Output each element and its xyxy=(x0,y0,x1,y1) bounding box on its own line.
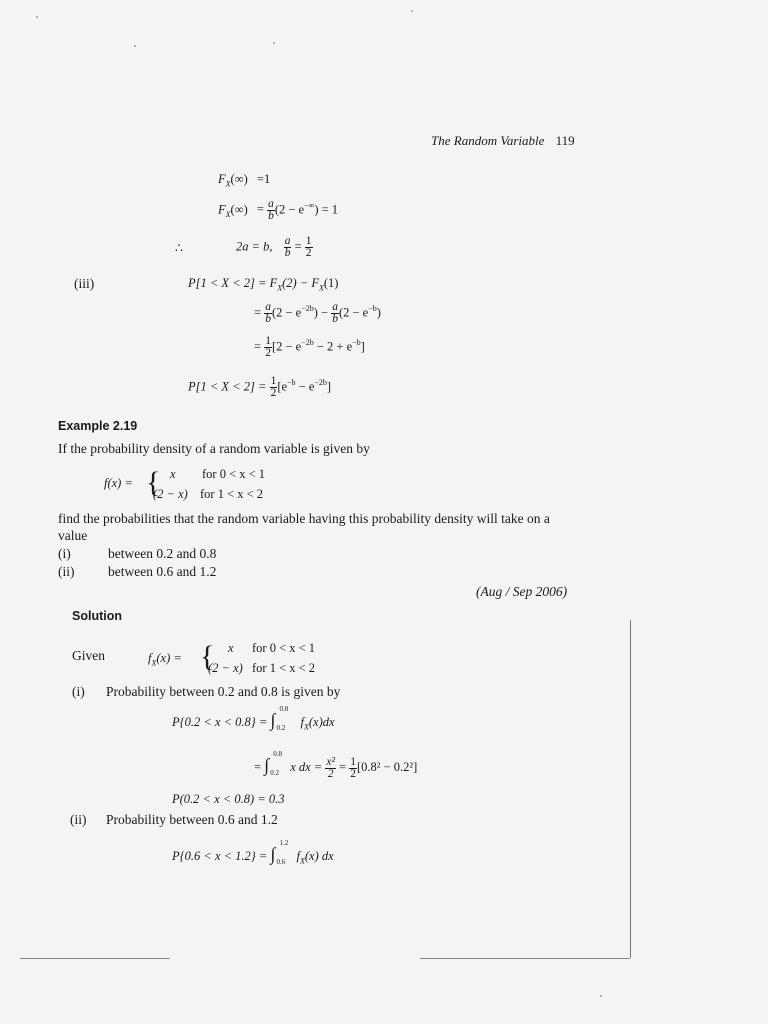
scan-border-vertical xyxy=(630,620,631,958)
part3-line1 xyxy=(188,276,338,293)
eq-lhs: P{0.6 < x < 1.2} = xyxy=(172,849,268,863)
eq-equals: = xyxy=(294,239,302,254)
example-source: (Aug / Sep 2006) xyxy=(476,584,568,599)
eq-text: [2 − e xyxy=(271,339,302,354)
eq-equals: = xyxy=(256,202,264,217)
eq-lhs xyxy=(148,651,182,668)
eq-subscript: X xyxy=(151,658,157,668)
integral-upper: 0.8 xyxy=(273,750,282,758)
given-label: Given xyxy=(72,648,105,663)
part3-line3 xyxy=(254,336,365,359)
eq-body: (2 − e xyxy=(274,202,305,217)
list-item xyxy=(58,564,216,580)
frac-num: a xyxy=(332,301,338,313)
case1-expr: x xyxy=(170,467,176,481)
left-brace: { xyxy=(200,640,215,673)
integral-upper: 0.8 xyxy=(279,705,289,713)
item-text: between 0.6 and 1.2 xyxy=(108,564,217,579)
part-i xyxy=(72,684,340,700)
eq-equals: = xyxy=(254,760,262,774)
eq-symbol: f xyxy=(148,651,152,665)
eq-sup: −2b xyxy=(301,338,314,348)
equation-fx-infinity-1 xyxy=(218,172,270,189)
part-ii-integral xyxy=(172,839,334,866)
case2-cond: for 1 < x < 2 xyxy=(252,661,316,675)
scan-border-horizontal xyxy=(420,958,630,959)
part3-line2 xyxy=(254,302,381,325)
frac-num: 1 xyxy=(265,335,271,347)
eq-text: [e xyxy=(277,379,288,394)
part-i-integral xyxy=(172,705,335,732)
integral xyxy=(264,750,290,777)
eq-f: f xyxy=(300,715,304,729)
eq-tail: [0.8² − 0.2²] xyxy=(356,760,418,774)
frac-den: b xyxy=(284,247,291,259)
part-label-iii: (iii) xyxy=(74,276,95,291)
eq-text: − e xyxy=(295,379,315,394)
eq-text: ) xyxy=(376,305,381,320)
eq-text: ) − xyxy=(313,305,329,320)
eq-lhs: f(x) = xyxy=(104,476,133,490)
case1-cond: for 0 < x < 1 xyxy=(202,467,266,481)
item-text: between 0.2 and 0.8 xyxy=(108,546,217,561)
eq-equals: = xyxy=(254,339,262,354)
eq-tail: (x)dx xyxy=(308,715,335,729)
integral-lower: 0.6 xyxy=(276,858,286,866)
integral-sign: ∫ xyxy=(264,755,270,775)
header-title: The Random Variable xyxy=(431,133,545,148)
eq-subscript: X xyxy=(303,722,309,732)
frac-den: b xyxy=(332,313,338,325)
scan-speck xyxy=(600,995,602,997)
eq-symbol: F xyxy=(218,172,226,186)
eq-subscript: X xyxy=(225,209,231,219)
case1-expr: x xyxy=(228,641,234,655)
case2-cond: for 1 < x < 2 xyxy=(200,487,264,501)
therefore-symbol: ∴ xyxy=(175,241,183,255)
frac-num: 1 xyxy=(270,375,277,387)
integral-upper: 1.2 xyxy=(279,839,289,847)
scan-speck xyxy=(134,45,136,47)
item-label: (i) xyxy=(58,546,71,561)
integral-lower: 0.2 xyxy=(270,769,279,777)
eq-mid: x dx = xyxy=(290,760,323,774)
eq-text: (2) − F xyxy=(282,276,319,290)
eq-equals: = xyxy=(339,760,347,774)
integral xyxy=(270,839,297,866)
item-label: (ii) xyxy=(58,564,75,579)
example-heading: Example 2.19 xyxy=(58,419,138,433)
fraction-one-half xyxy=(305,236,313,259)
item-label: (i) xyxy=(72,684,85,699)
left-brace: { xyxy=(146,466,161,499)
eq-arg: (x) = xyxy=(156,651,182,665)
frac-num: a xyxy=(284,235,291,247)
eq-tail: (x) dx xyxy=(304,849,334,863)
frac-den: 2 xyxy=(265,347,271,359)
eq-text: ] xyxy=(360,339,365,354)
frac-den: 2 xyxy=(305,247,312,259)
integral-lower: 0.2 xyxy=(276,724,286,732)
eq-text: ] xyxy=(326,379,332,394)
frac-num: a xyxy=(268,198,274,210)
eq-text: (2 − e xyxy=(271,305,302,320)
eq-equals: = xyxy=(254,305,262,320)
frac-den: b xyxy=(268,210,274,222)
part-i-result: P(0.2 < x < 0.8) = 0.3 xyxy=(172,792,285,806)
integral-sign: ∫ xyxy=(270,710,276,730)
eq-subscript: X xyxy=(277,283,283,293)
eq-left: 2a = b, xyxy=(236,239,273,254)
integral-sign: ∫ xyxy=(270,844,276,864)
item-label: (ii) xyxy=(70,812,87,827)
eq-lhs: P{0.2 < x < 0.8} = xyxy=(172,715,268,729)
example-ask-line1: find the probabilities that the random variable having this probability density will take on a xyxy=(58,511,550,526)
eq-subscript: X xyxy=(319,283,324,293)
frac-num: a xyxy=(265,301,271,313)
scan-speck xyxy=(273,42,275,44)
frac-num: x² xyxy=(326,755,335,768)
eq-sup: −b xyxy=(287,378,296,388)
eq-text: P[1 < X < 2] = xyxy=(188,379,267,394)
case2-expr: (2 − x) xyxy=(153,487,188,501)
part-i-evaluation xyxy=(254,750,418,780)
eq-text: (1) xyxy=(323,276,339,290)
eq-sup: −2b xyxy=(314,378,327,388)
eq-arg: (∞) xyxy=(230,202,248,217)
fraction-a-over-b xyxy=(264,302,272,325)
eq-text: P[1 < X < 2] = F xyxy=(188,276,278,290)
case2-expr: (2 − x) xyxy=(208,661,243,675)
example-ask-line2: value xyxy=(58,528,88,543)
frac-den: 2 xyxy=(270,387,277,399)
eq-arg: (∞) xyxy=(230,172,248,186)
page-number: 119 xyxy=(555,133,575,148)
eq-subscript: X xyxy=(225,179,231,189)
part3-line4 xyxy=(188,376,331,399)
running-header xyxy=(431,133,575,149)
item-text: Probability between 0.6 and 1.2 xyxy=(106,812,278,827)
example-intro: If the probability density of a random variable is given by xyxy=(58,441,370,456)
eq-f: f xyxy=(296,849,300,863)
eq-tail: ) = 1 xyxy=(314,202,339,217)
eq-sup: −b xyxy=(352,338,361,348)
eq-sup: −∞ xyxy=(304,201,315,211)
scan-border-horizontal xyxy=(20,958,170,959)
eq-sup: −b xyxy=(368,304,377,314)
equation-fx-infinity-2 xyxy=(218,199,338,222)
integral xyxy=(270,705,301,732)
fraction-one-half xyxy=(349,757,357,780)
fraction-x2-over-2 xyxy=(325,757,336,780)
frac-num: 1 xyxy=(350,755,356,768)
frac-den: 2 xyxy=(327,767,334,780)
list-item xyxy=(58,546,216,562)
fraction-one-half xyxy=(264,336,272,359)
frac-den: 2 xyxy=(350,767,356,780)
solution-heading: Solution xyxy=(72,609,122,623)
frac-num: 1 xyxy=(305,235,312,247)
fraction-a-over-b xyxy=(331,302,339,325)
case1-cond: for 0 < x < 1 xyxy=(252,641,316,655)
eq-text: (2 − e xyxy=(338,305,369,320)
scan-speck xyxy=(411,10,413,12)
item-text: Probability between 0.2 and 0.8 is given by xyxy=(106,684,341,699)
fraction-a-over-b xyxy=(284,236,292,259)
fraction-a-over-b xyxy=(267,199,275,222)
eq-symbol: F xyxy=(218,202,226,217)
scan-speck xyxy=(36,16,38,18)
part-ii xyxy=(70,812,278,828)
eq-text: − 2 + e xyxy=(313,339,353,354)
eq-sup: −2b xyxy=(301,304,314,314)
eq-subscript: X xyxy=(299,856,305,866)
frac-den: b xyxy=(265,313,271,325)
equation-2a-equals-b xyxy=(236,236,313,259)
eq-rhs: =1 xyxy=(256,172,271,186)
